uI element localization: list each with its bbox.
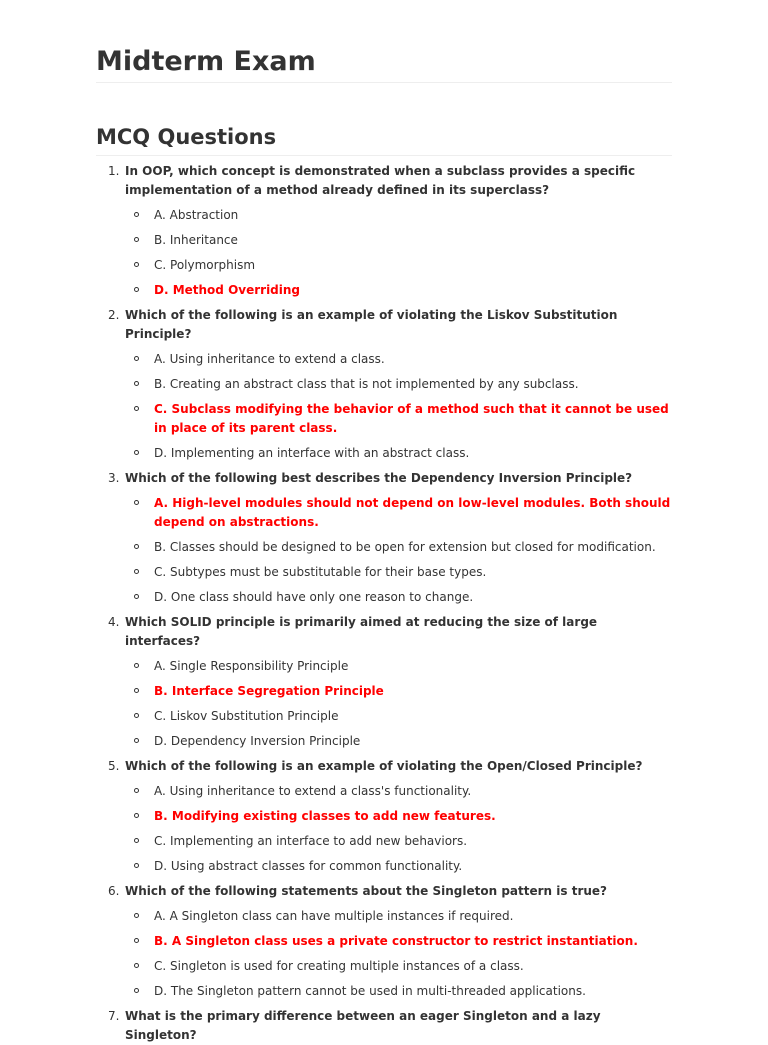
answer-option <box>125 657 672 676</box>
circle-bullet-icon <box>134 500 139 505</box>
circle-bullet-icon <box>134 450 139 455</box>
option-text: D. Implementing an interface with an abstract class. <box>154 446 470 460</box>
option-text: C. Liskov Substitution Principle <box>154 709 339 723</box>
question-list <box>96 162 672 1045</box>
option-text: B. Modifying existing classes to add new features. <box>154 809 496 823</box>
answer-option <box>125 563 672 582</box>
question-number: 4. <box>108 615 120 629</box>
answer-option <box>125 588 672 607</box>
option-text: B. Classes should be designed to be open for extension but closed for modification. <box>154 540 656 554</box>
circle-bullet-icon <box>134 356 139 361</box>
circle-bullet-icon <box>134 381 139 386</box>
question-item <box>96 1007 672 1045</box>
answer-option <box>125 782 672 801</box>
option-text: A. Using inheritance to extend a class's functionality. <box>154 784 472 798</box>
option-list <box>125 206 672 300</box>
answer-option <box>125 832 672 851</box>
question-text: Which of the following is an example of violating the Liskov Substitution Principle? <box>125 308 618 341</box>
option-text: D. One class should have only one reason to change. <box>154 590 474 604</box>
circle-bullet-icon <box>134 938 139 943</box>
circle-bullet-icon <box>134 713 139 718</box>
option-text: C. Subclass modifying the behavior of a method such that it cannot be used in place of its parent class. <box>154 402 669 435</box>
circle-bullet-icon <box>134 913 139 918</box>
question-text: Which of the following is an example of violating the Open/Closed Principle? <box>125 759 643 773</box>
correct-answer-option <box>125 400 672 438</box>
correct-answer-option <box>125 807 672 826</box>
circle-bullet-icon <box>134 287 139 292</box>
correct-answer-option <box>125 682 672 701</box>
question-text: Which SOLID principle is primarily aimed at reducing the size of large interfaces? <box>125 615 598 648</box>
correct-answer-option <box>125 281 672 300</box>
option-text: A. A Singleton class can have multiple instances if required. <box>154 909 514 923</box>
answer-option <box>125 982 672 1001</box>
question-number: 2. <box>108 308 120 322</box>
answer-option <box>125 256 672 275</box>
option-list <box>125 782 672 876</box>
circle-bullet-icon <box>134 262 139 267</box>
option-text: A. Single Responsibility Principle <box>154 659 349 673</box>
option-text: A. Abstraction <box>154 208 239 222</box>
option-text: C. Polymorphism <box>154 258 256 272</box>
question-item <box>96 162 672 300</box>
option-text: A. Using inheritance to extend a class. <box>154 352 385 366</box>
question-text: Which of the following statements about the Singleton pattern is true? <box>125 884 607 898</box>
circle-bullet-icon <box>134 544 139 549</box>
option-list <box>125 350 672 463</box>
option-text: C. Subtypes must be substitutable for their base types. <box>154 565 487 579</box>
option-text: D. Method Overriding <box>154 283 301 297</box>
answer-option <box>125 444 672 463</box>
answer-option <box>125 857 672 876</box>
circle-bullet-icon <box>134 594 139 599</box>
circle-bullet-icon <box>134 212 139 217</box>
circle-bullet-icon <box>134 237 139 242</box>
option-text: A. High-level modules should not depend on low-level modules. Both should depend on abstractions. <box>154 496 671 529</box>
answer-option <box>125 732 672 751</box>
circle-bullet-icon <box>134 569 139 574</box>
circle-bullet-icon <box>134 406 139 411</box>
option-text: C. Implementing an interface to add new behaviors. <box>154 834 468 848</box>
answer-option <box>125 907 672 926</box>
option-text: B. Inheritance <box>154 233 238 247</box>
answer-option <box>125 350 672 369</box>
question-item <box>96 882 672 1001</box>
circle-bullet-icon <box>134 813 139 818</box>
question-text: In OOP, which concept is demonstrated when a subclass provides a specific implementation of a method already defined in its superclass? <box>125 164 636 197</box>
question-text: What is the primary difference between an eager Singleton and a lazy Singleton? <box>125 1009 601 1042</box>
question-text: Which of the following best describes the Dependency Inversion Principle? <box>125 471 633 485</box>
circle-bullet-icon <box>134 963 139 968</box>
question-number: 7. <box>108 1009 120 1023</box>
question-number: 1. <box>108 164 120 178</box>
answer-option <box>125 707 672 726</box>
option-text: D. The Singleton pattern cannot be used in multi-threaded applications. <box>154 984 586 998</box>
circle-bullet-icon <box>134 688 139 693</box>
circle-bullet-icon <box>134 863 139 868</box>
circle-bullet-icon <box>134 663 139 668</box>
circle-bullet-icon <box>134 988 139 993</box>
section-title: MCQ Questions <box>96 121 672 156</box>
circle-bullet-icon <box>134 738 139 743</box>
answer-option <box>125 538 672 557</box>
question-item <box>96 613 672 751</box>
correct-answer-option <box>125 932 672 951</box>
question-number: 6. <box>108 884 120 898</box>
page-title: Midterm Exam <box>96 0 672 83</box>
option-text: B. Creating an abstract class that is not implemented by any subclass. <box>154 377 579 391</box>
option-text: D. Dependency Inversion Principle <box>154 734 361 748</box>
option-list <box>125 657 672 751</box>
option-text: B. A Singleton class uses a private constructor to restrict instantiation. <box>154 934 638 948</box>
circle-bullet-icon <box>134 788 139 793</box>
circle-bullet-icon <box>134 838 139 843</box>
option-list <box>125 907 672 1001</box>
question-number: 5. <box>108 759 120 773</box>
option-text: D. Using abstract classes for common functionality. <box>154 859 463 873</box>
answer-option <box>125 957 672 976</box>
answer-option <box>125 231 672 250</box>
option-list <box>125 494 672 607</box>
answer-option <box>125 206 672 225</box>
question-number: 3. <box>108 471 120 485</box>
option-text: B. Interface Segregation Principle <box>154 684 384 698</box>
question-item <box>96 469 672 607</box>
question-item <box>96 757 672 876</box>
answer-option <box>125 375 672 394</box>
option-text: C. Singleton is used for creating multiple instances of a class. <box>154 959 524 973</box>
question-item <box>96 306 672 463</box>
correct-answer-option <box>125 494 672 532</box>
